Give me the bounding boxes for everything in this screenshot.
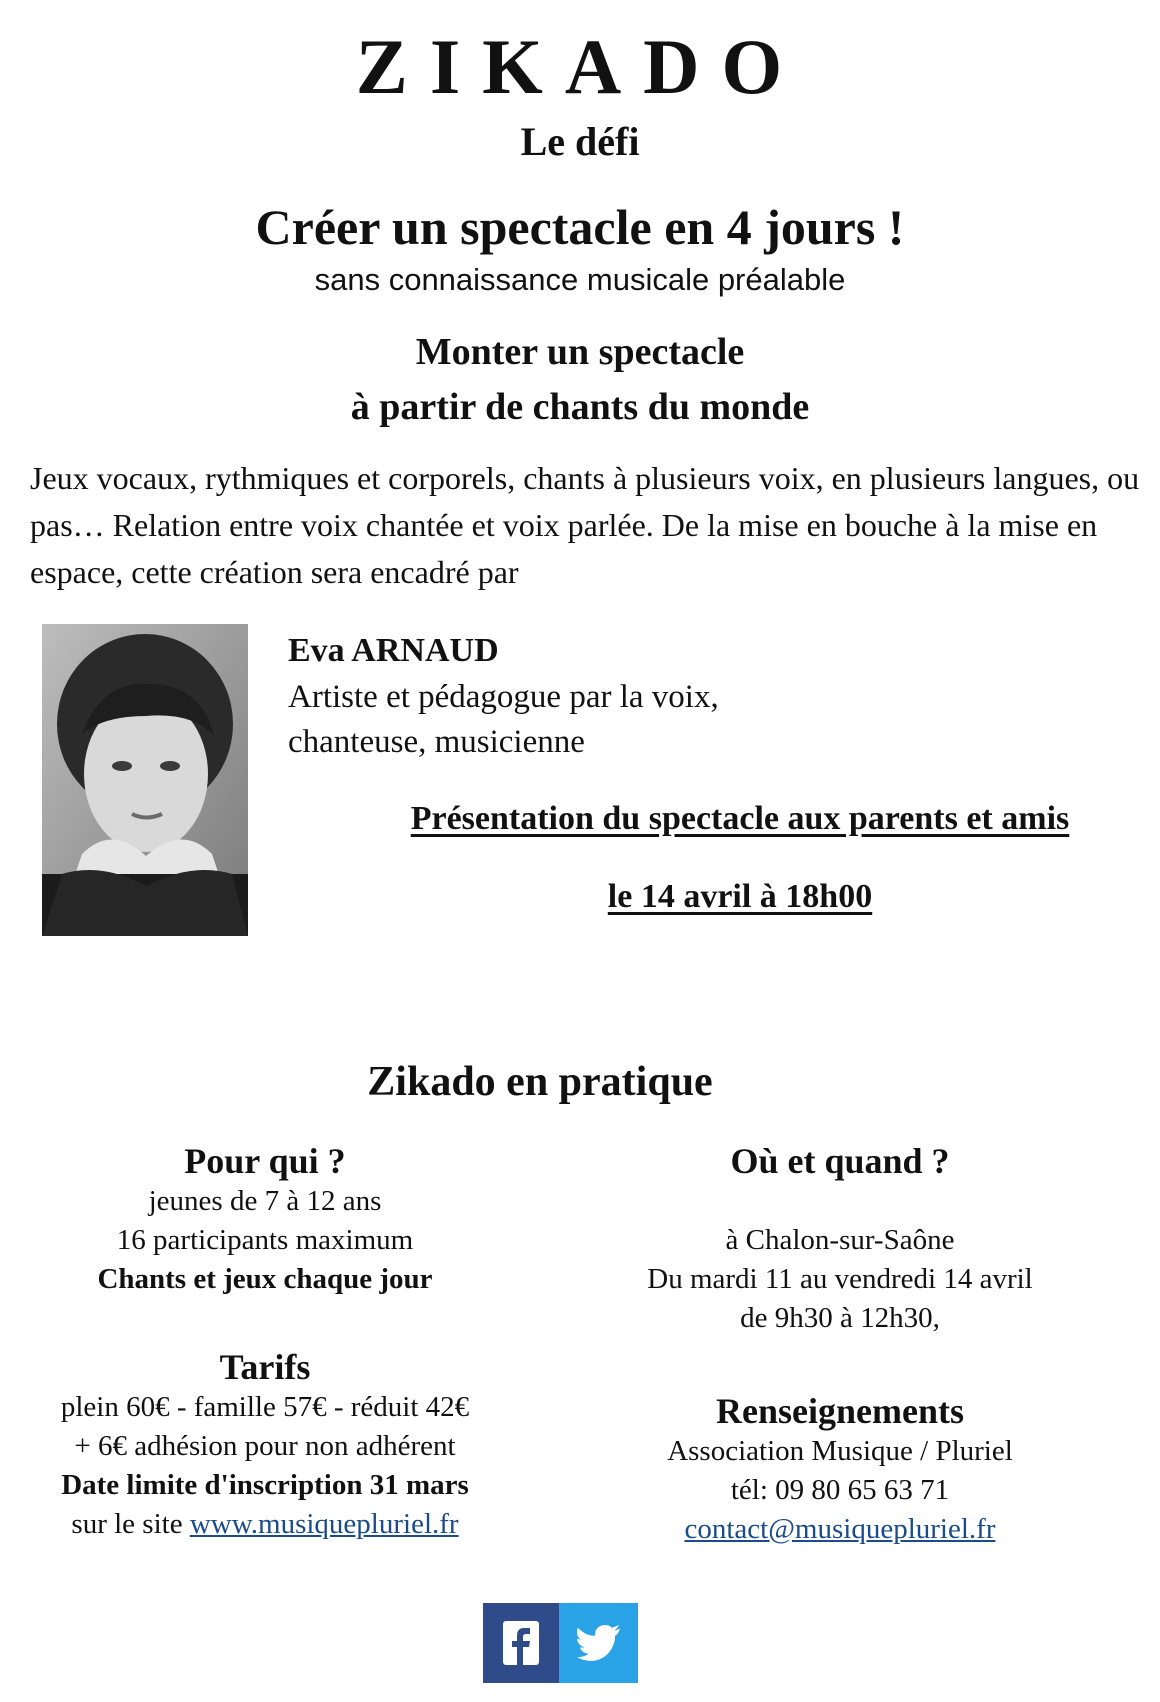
twitter-button[interactable] [559,1603,638,1683]
person-role-line-2: chanteuse, musicienne [288,724,585,760]
subhead [0,325,1160,435]
event-presentation: Présentation du spectacle aux parents et amis [410,800,1070,837]
event-date: le 14 avril à 18h00 [607,878,873,915]
section-title-pratique: Zikado en pratique [367,1059,713,1105]
website-prefix: sur le site [71,1508,183,1540]
person-role [288,675,719,765]
renseignements-line-1: Association Musique / Pluriel [667,1435,1013,1467]
tarifs-heading: Tarifs [219,1347,311,1387]
email-link[interactable]: contact@musiquepluriel.fr [684,1513,996,1545]
tarifs-line-2: + 6€ adhésion pour non adhérent [74,1430,456,1462]
ou-quand-line-1: à Chalon-sur-Saône [725,1224,955,1256]
renseignements-block [590,1390,1090,1549]
ou-quand-block [590,1140,1090,1338]
subhead-line-1: Monter un spectacle [415,331,745,373]
tarifs-line-1: plein 60€ - famille 57€ - réduit 42€ [60,1391,470,1423]
twitter-icon [577,1625,621,1661]
facebook-button[interactable] [483,1603,559,1683]
portrait-photo [42,624,248,936]
page-subtitle: Le défi [520,119,640,164]
renseignements-line-2: tél: 09 80 65 63 71 [730,1474,950,1506]
pour-qui-block [0,1140,530,1299]
person-name: Eva ARNAUD [288,632,499,669]
renseignements-email-row [590,1510,1090,1549]
tarifs-line-4 [0,1505,530,1544]
headline: Créer un spectacle en 4 jours ! [255,199,905,255]
subhead-line-2: à partir de chants du monde [350,386,810,428]
tarifs-block [0,1346,530,1544]
social-buttons [483,1603,638,1683]
pour-qui-line-3: Chants et jeux chaque jour [97,1263,433,1295]
ou-quand-line-3: de 9h30 à 12h30, [740,1302,940,1334]
ou-quand-line-2: Du mardi 11 au vendredi 14 avril [647,1263,1033,1295]
website-link[interactable]: www.musiquepluriel.fr [189,1508,459,1540]
portrait-illustration [42,624,248,936]
brand-title: ZIKADO [355,23,805,110]
tarifs-line-3: Date limite d'inscription 31 mars [61,1469,469,1501]
intro-paragraph: Jeux vocaux, rythmiques et corporels, chants à plusieurs voix, en plusieurs langues, ou pas… Relation entre voix chantée et voix parlée. De la mise en bouche à la mise en espace, cette création sera encadré par [30,460,1140,590]
renseignements-heading: Renseignements [716,1391,964,1431]
facebook-icon [501,1619,541,1667]
person-role-line-1: Artiste et pédagogue par la voix, [288,679,719,715]
pour-qui-heading: Pour qui ? [184,1141,346,1181]
pour-qui-line-1: jeunes de 7 à 12 ans [148,1185,382,1217]
ou-quand-heading: Où et quand ? [730,1141,950,1181]
pour-qui-line-2: 16 participants maximum [116,1224,414,1256]
tagline: sans connaissance musicale préalable [314,262,846,297]
